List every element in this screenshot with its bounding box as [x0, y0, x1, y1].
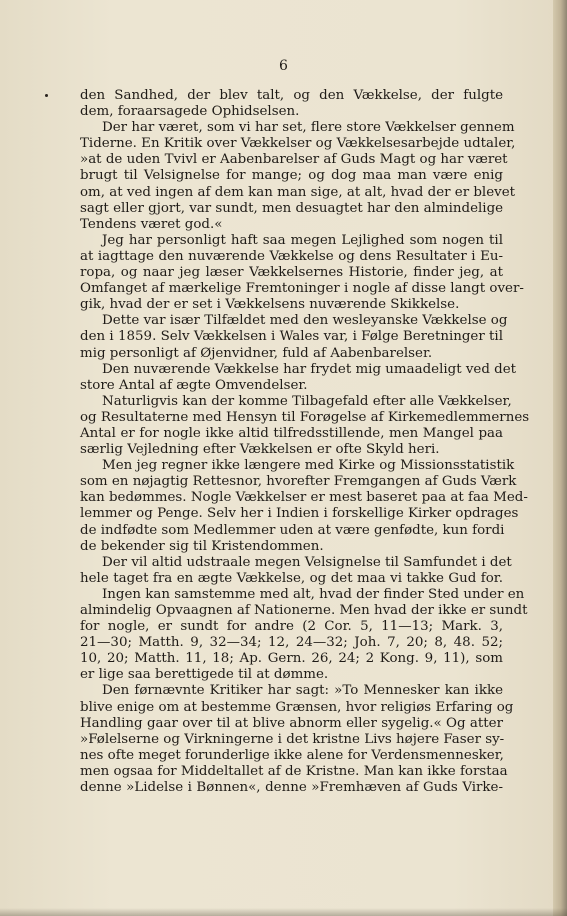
text-line: blive enige om at bestemme Grænsen, hvor religiøs Erfaring og: [80, 699, 514, 715]
text-line: Der har været, som vi har set, flere store Vækkelser gennem: [102, 120, 515, 136]
text-line: den Sandhed, der blev talt, og den Vækkelse, der fulgte: [80, 88, 503, 103]
text-line: lemmer og Penge. Selv her i Indien i forskellige Kirker opdrages: [80, 506, 519, 522]
page-edge: [553, 0, 567, 916]
text-line: store Antal af ægte Omvendelser.: [80, 377, 308, 393]
text-line: Men jeg regner ikke længere med Kirke og Missionsstatistik: [102, 458, 515, 474]
text-line: Ingen kan samstemme med alt, hvad der finder Sted under en: [102, 586, 525, 602]
text-line: brugt til Velsignelse for mange; og dog maa man være enig: [80, 168, 503, 184]
text-line: og Resultaterne med Hensyn til Forøgelse af Kirkemedlemmernes: [80, 409, 530, 425]
text-line: gik, hvad der er set i Vækkelsens nuværende Skikkelse.: [80, 297, 460, 313]
text-line: om, at ved ingen af dem kan man sige, at alt, hvad der er blevet: [80, 184, 516, 200]
text-line: Dette var især Tilfældet med den wesleyanske Vækkelse og: [102, 313, 508, 329]
text-line: Omfanget af mærkelige Fremtoninger i nogle af disse langt over-: [80, 281, 524, 297]
text-line: Tendens været god.«: [80, 216, 223, 232]
text-line: som en nøjagtig Rettesnor, hvorefter Fremgangen af Guds Værk: [80, 474, 517, 490]
text-line: Handling gaar over til at blive abnorm eller sygelig.« Og atter: [80, 715, 503, 731]
text-line: særlig Vejledning efter Vækkelsen er ofte Skyld heri.: [80, 442, 440, 458]
text-line: 10, 20; Matth. 11, 18; Ap. Gern. 26, 24; 2 Kong. 9, 11), som: [80, 651, 503, 667]
page-number: 6: [279, 58, 288, 74]
text-line: kan bedømmes. Nogle Vækkelser er mest baseret paa at faa Med-: [80, 490, 528, 506]
text-line: Den nuværende Vækkelse har frydet mig umaadeligt ved det: [102, 361, 517, 377]
text-line: »Følelserne og Virkningerne i det kristne Livs højere Faser sy-: [80, 731, 505, 747]
page-bottom-shadow: [0, 908, 567, 916]
text-line: Jeg har personligt haft saa megen Lejlighed som nogen til: [102, 232, 503, 248]
text-line: de bekender sig til Kristendommen.: [80, 538, 324, 554]
text-line: men ogsaa for Middeltallet af de Kristne. Man kan ikke forstaa: [80, 763, 508, 779]
text-line: Naturligvis kan der komme Tilbagefald efter alle Vækkelser,: [102, 393, 512, 409]
text-line: »at de uden Tvivl er Aabenbarelser af Guds Magt og har været: [80, 152, 508, 168]
text-line: er lige saa berettigede til at dømme.: [80, 667, 329, 683]
text-line: ropa, og naar jeg læser Vækkelsernes Historie, finder jeg, at: [80, 265, 503, 281]
text-line: 21—30; Matth. 9, 32—34; 12, 24—32; Joh. 7, 20; 8, 48. 52;: [80, 635, 503, 651]
text-line: dem, foraarsagede Ophidselsen.: [80, 104, 300, 120]
text-line: Antal er for nogle ikke altid tilfredsstillende, men Mangel paa: [80, 425, 503, 441]
text-line: Der vil altid udstraale megen Velsignelse til Samfundet i det: [102, 554, 512, 570]
body-text: [80, 88, 530, 796]
text-line: de indfødte som Medlemmer uden at være genfødte, kun fordi: [80, 522, 505, 538]
text-line: Tiderne. En Kritik over Vækkelser og Vækkelsesarbejde udtaler,: [80, 136, 516, 152]
margin-mark: [45, 94, 48, 97]
text-line: Den førnævnte Kritiker har sagt: »To Mennesker kan ikke: [102, 683, 503, 699]
text-line: at iagttage den nuværende Vækkelse og dens Resultater i Eu-: [80, 248, 503, 264]
text-line: denne »Lidelse i Bønnen«, denne »Fremhæven af Guds Virke-: [80, 780, 503, 796]
text-line: mig personligt af Øjenvidner, fuld af Aabenbarelser.: [80, 345, 433, 361]
text-line: nes ofte meget forunderlige ikke alene for Verdensmennesker,: [80, 747, 504, 763]
text-line: den i 1859. Selv Vækkelsen i Wales var, i Følge Beretninger til: [80, 329, 503, 345]
text-line: sagt eller gjort, var sundt, men desuagtet har den almindelige: [80, 200, 504, 216]
text-line: almindelig Opvaagnen af Nationerne. Men hvad der ikke er sundt: [80, 603, 528, 618]
text-line: hele taget fra en ægte Vækkelse, og det maa vi takke Gud for.: [80, 570, 503, 586]
text-line: for nogle, er sundt for andre (2 Cor. 5, 11—13; Mark. 3,: [80, 619, 503, 635]
